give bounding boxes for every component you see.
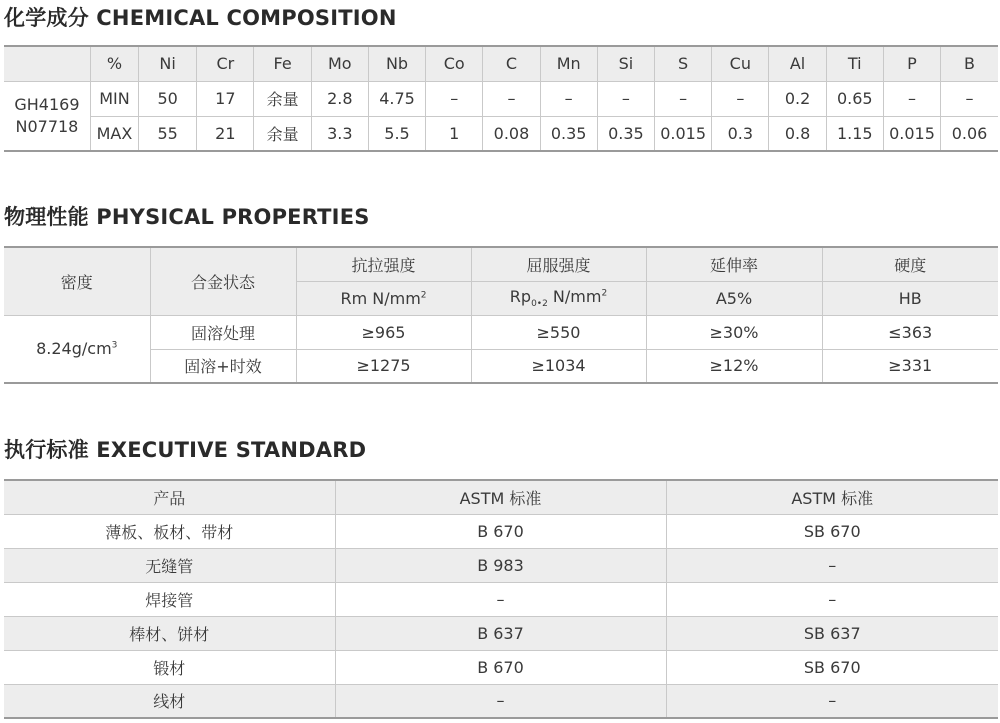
chem-max-cell: 0.3 xyxy=(712,116,769,151)
grade-name: GH4169 xyxy=(14,94,80,114)
astm-asme-cell: SB 637 xyxy=(666,616,998,650)
chem-min-cell: – xyxy=(426,81,483,116)
astm-asme-cell: SB 670 xyxy=(666,514,998,548)
astm-cell: B 670 xyxy=(335,650,666,684)
grade-cell xyxy=(4,81,90,151)
chem-min-cell: 50 xyxy=(139,81,197,116)
chem-min-cell: – xyxy=(941,81,998,116)
chem-min-cell: – xyxy=(712,81,769,116)
chem-header-cell: Cr xyxy=(197,46,254,81)
astm-asme-cell: – xyxy=(666,684,998,718)
chem-min-cell: MIN xyxy=(90,81,138,116)
chem-header-cell: Si xyxy=(597,46,654,81)
chem-max-cell: 0.35 xyxy=(540,116,597,151)
yield-unit-n: N/mm xyxy=(547,286,602,306)
yield-header: 屈服强度 xyxy=(471,247,646,281)
standard-row xyxy=(4,548,998,582)
chemical-section-title: 化学成分 CHEMICAL COMPOSITION xyxy=(4,6,397,30)
chem-header-cell: Mo xyxy=(311,46,368,81)
chem-min-cell: – xyxy=(655,81,712,116)
standard-header-row xyxy=(4,480,998,514)
chem-max-cell: 0.06 xyxy=(941,116,998,151)
chem-header-cell: Al xyxy=(769,46,826,81)
chem-min-cell: – xyxy=(597,81,654,116)
chem-header-cell: Cu xyxy=(712,46,769,81)
elongation-cell: ≥30% xyxy=(646,315,822,349)
hardness-cell: ≤363 xyxy=(822,315,998,349)
product-cell: 焊接管 xyxy=(4,582,335,616)
yield-cell: ≥550 xyxy=(471,315,646,349)
astm-asme-cell: – xyxy=(666,582,998,616)
chem-max-cell: 21 xyxy=(197,116,254,151)
hardness-cell: ≥331 xyxy=(822,349,998,383)
product-header: 产品 xyxy=(4,480,335,514)
yield-unit-sub: 0•2 xyxy=(531,299,548,310)
chem-header-cell: P xyxy=(883,46,940,81)
astm-asme-cell: – xyxy=(666,548,998,582)
chem-min-cell: – xyxy=(883,81,940,116)
standard-row xyxy=(4,582,998,616)
state-cell: 固溶+时效 xyxy=(150,349,296,383)
standard-row xyxy=(4,684,998,718)
tensile-unit-main: Rm N/mm xyxy=(340,288,421,308)
astm-cell: B 637 xyxy=(335,616,666,650)
chem-header-cell: Fe xyxy=(254,46,311,81)
astm-cell: B 983 xyxy=(335,548,666,582)
chem-max-cell: 0.08 xyxy=(483,116,540,151)
chem-header-cell: Co xyxy=(426,46,483,81)
chem-header-cell: % xyxy=(90,46,138,81)
tensile-cell: ≥965 xyxy=(296,315,471,349)
tensile-header: 抗拉强度 xyxy=(296,247,471,281)
product-cell: 薄板、板材、带材 xyxy=(4,514,335,548)
chem-header-cell: Mn xyxy=(540,46,597,81)
chem-header-cell: B xyxy=(941,46,998,81)
standard-row xyxy=(4,650,998,684)
chem-min-cell: – xyxy=(483,81,540,116)
chemical-composition-table xyxy=(4,45,998,152)
astm-cell: B 670 xyxy=(335,514,666,548)
chem-header-blank xyxy=(4,46,90,81)
astm-cell: – xyxy=(335,684,666,718)
chem-max-cell: 55 xyxy=(139,116,197,151)
astm-cell: – xyxy=(335,582,666,616)
yield-unit-sup: 2 xyxy=(601,288,608,299)
tensile-unit xyxy=(296,281,471,315)
product-cell: 棒材、饼材 xyxy=(4,616,335,650)
tensile-cell: ≥1275 xyxy=(296,349,471,383)
astm-header: ASTM 标准 xyxy=(666,480,998,514)
chem-max-cell: 3.3 xyxy=(311,116,368,151)
hardness-unit: HB xyxy=(822,281,998,315)
chem-header-cell: C xyxy=(483,46,540,81)
chem-max-cell: 0.015 xyxy=(883,116,940,151)
chem-min-cell: 0.65 xyxy=(826,81,883,116)
chem-max-cell: 0.35 xyxy=(597,116,654,151)
chem-min-cell: 余量 xyxy=(254,81,311,116)
standard-row xyxy=(4,514,998,548)
chem-max-cell: 5.5 xyxy=(368,116,425,151)
tensile-unit-sup: 2 xyxy=(420,290,427,301)
physical-section-title: 物理性能 PHYSICAL PROPERTIES xyxy=(4,205,370,229)
chem-header-cell: S xyxy=(655,46,712,81)
physical-row-aged xyxy=(4,349,998,383)
yield-unit xyxy=(471,281,646,315)
chem-min-cell: 2.8 xyxy=(311,81,368,116)
chem-max-cell: 0.015 xyxy=(655,116,712,151)
astm-header: ASTM 标准 xyxy=(335,480,666,514)
product-cell: 线材 xyxy=(4,684,335,718)
physical-header-row xyxy=(4,247,998,281)
yield-unit-rp: Rp xyxy=(509,286,532,306)
physical-row-solution xyxy=(4,315,998,349)
elongation-header: 延伸率 xyxy=(646,247,822,281)
chem-header-cell: Ti xyxy=(826,46,883,81)
chem-header-cell: Nb xyxy=(368,46,425,81)
physical-properties-table xyxy=(4,246,998,384)
grade-uns: N07718 xyxy=(15,116,79,136)
chemical-header-row xyxy=(4,46,998,81)
chem-max-cell: 0.8 xyxy=(769,116,826,151)
yield-cell: ≥1034 xyxy=(471,349,646,383)
alloy-state-header: 合金状态 xyxy=(150,247,296,315)
chem-max-cell: MAX xyxy=(90,116,138,151)
density-value-sup: 3 xyxy=(111,340,118,351)
chem-min-cell: – xyxy=(540,81,597,116)
chemical-max-row xyxy=(4,116,998,151)
density-header: 密度 xyxy=(4,247,150,315)
chem-max-cell: 1.15 xyxy=(826,116,883,151)
density-value-main: 8.24g/cm xyxy=(36,339,112,359)
executive-standard-table xyxy=(4,479,998,719)
hardness-header: 硬度 xyxy=(822,247,998,281)
astm-asme-cell: SB 670 xyxy=(666,650,998,684)
chem-max-cell: 1 xyxy=(426,116,483,151)
elongation-cell: ≥12% xyxy=(646,349,822,383)
product-cell: 锻材 xyxy=(4,650,335,684)
product-cell: 无缝管 xyxy=(4,548,335,582)
chemical-min-row xyxy=(4,81,998,116)
chem-header-cell: Ni xyxy=(139,46,197,81)
chem-min-cell: 0.2 xyxy=(769,81,826,116)
standard-section-title: 执行标准 EXECUTIVE STANDARD xyxy=(4,438,367,462)
chem-min-cell: 17 xyxy=(197,81,254,116)
density-value xyxy=(4,315,150,383)
chem-min-cell: 4.75 xyxy=(368,81,425,116)
elongation-unit: A5% xyxy=(646,281,822,315)
state-cell: 固溶处理 xyxy=(150,315,296,349)
standard-row xyxy=(4,616,998,650)
chem-max-cell: 余量 xyxy=(254,116,311,151)
